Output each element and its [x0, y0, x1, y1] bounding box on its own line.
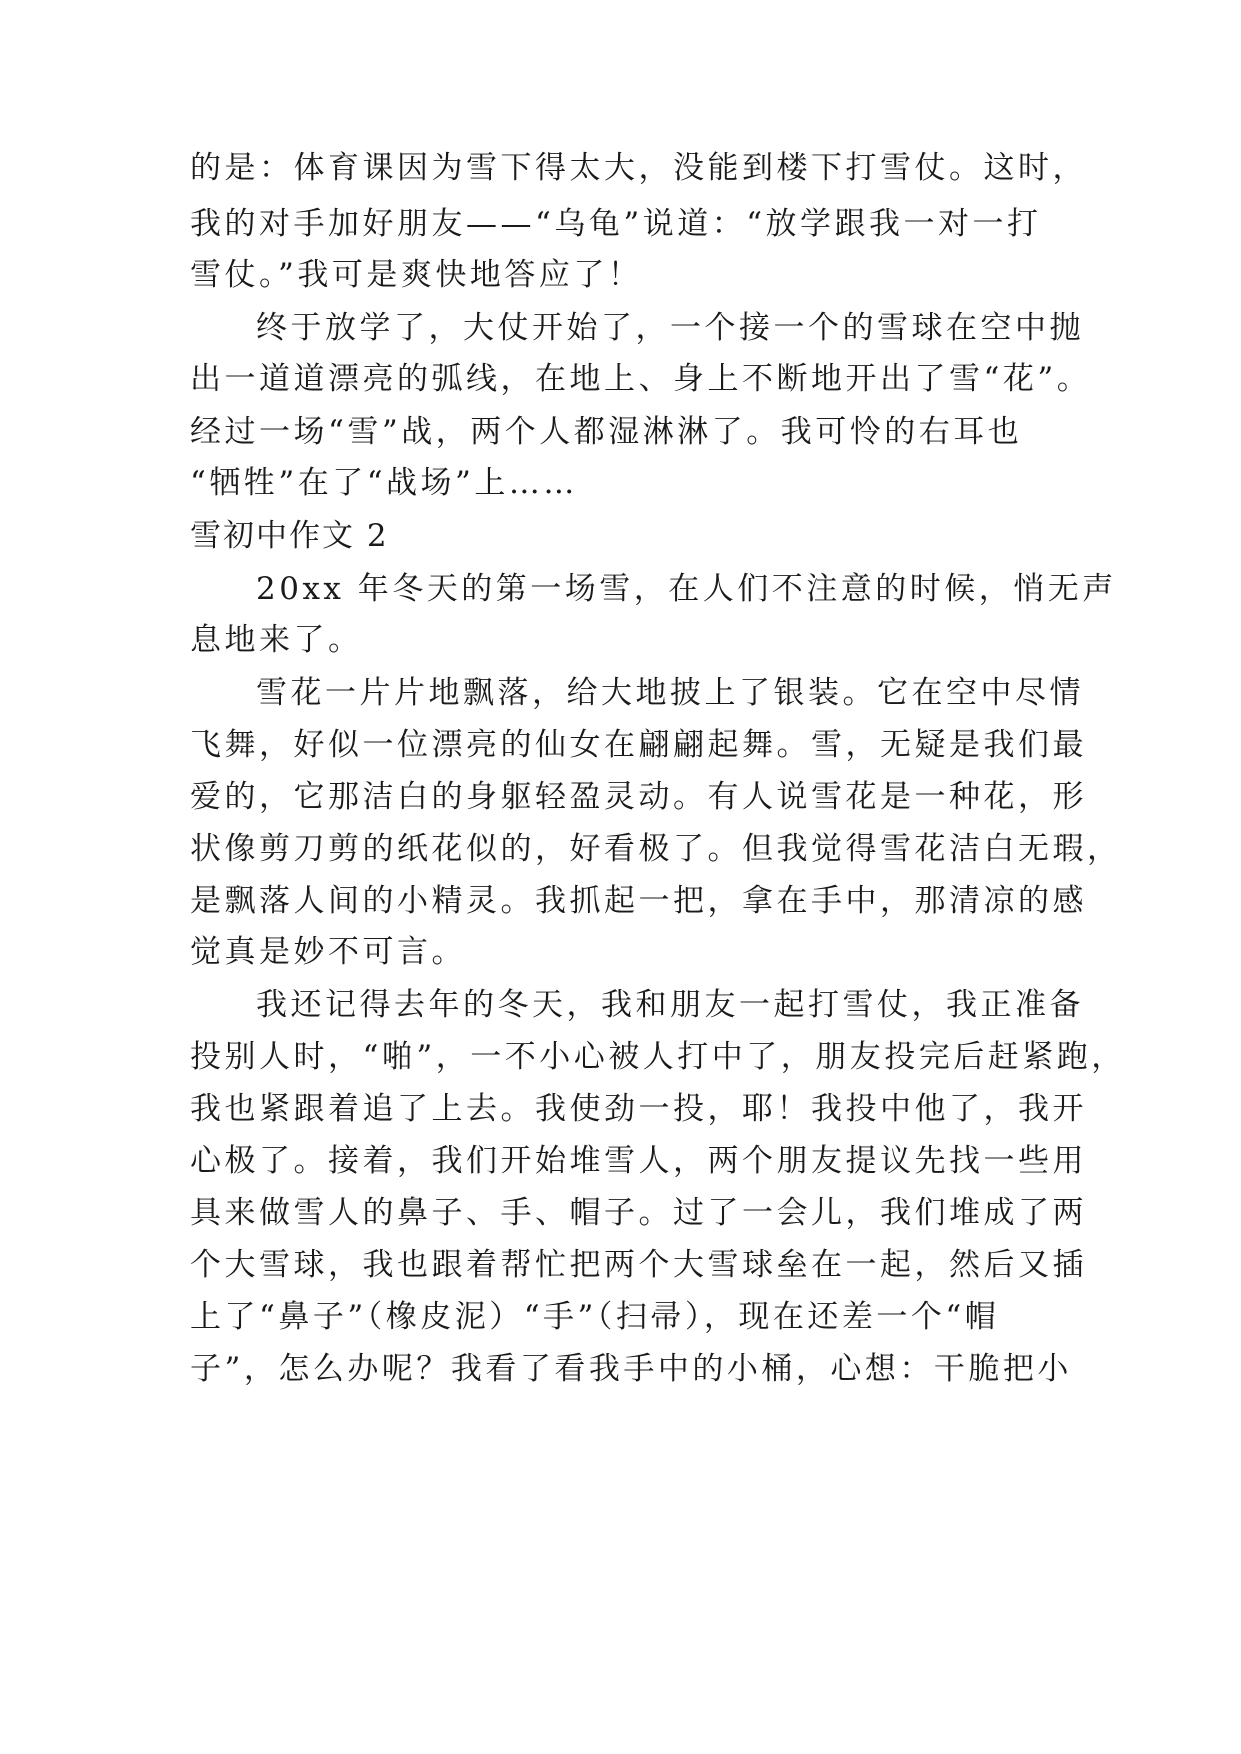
- text-line: 我也紧跟着追了上去。我使劲一投，耶！我投中他了，我开: [190, 1091, 1087, 1127]
- text-line: 的是：体育课因为雪下得太大，没能到楼下打雪仗。这时，: [190, 150, 1087, 186]
- text-line: 雪花一片片地飘落，给大地披上了银装。它在空中尽情: [256, 675, 1084, 711]
- text-line: 子”，怎么办呢？我看了看我手中的小桶，心想：干脆把小: [190, 1351, 1072, 1387]
- text-line: “牺牲”在了“战场”上……: [190, 465, 578, 501]
- text-line: 个大雪球，我也跟着帮忙把两个大雪球垒在一起，然后又插: [190, 1247, 1087, 1283]
- text-line: 息地来了。: [190, 622, 363, 658]
- text-line: 上了“鼻子”（橡皮泥）“手”（扫帚），现在还差一个“帽: [190, 1299, 1000, 1335]
- text-line: 雪仗。”我可是爽快地答应了！: [190, 257, 643, 293]
- text-line: 终于放学了，大仗开始了，一个接一个的雪球在空中抛: [256, 310, 1084, 346]
- text-line: 爱的，它那洁白的身躯轻盈灵动。有人说雪花是一种花，形: [190, 779, 1087, 815]
- text-line: 我的对手加好朋友——“乌龟”说道：“放学跟我一对一打: [190, 206, 1042, 242]
- text-line: 心极了。接着，我们开始堆雪人，两个朋友提议先找一些用: [190, 1143, 1087, 1179]
- text-line: 飞舞，好似一位漂亮的仙女在翩翩起舞。雪，无疑是我们最: [190, 727, 1087, 763]
- text-line: 我还记得去年的冬天，我和朋友一起打雪仗，我正准备: [256, 987, 1084, 1023]
- text-line: 20xx 年冬天的第一场雪，在人们不注意的时候，悄无声: [256, 571, 1117, 607]
- section-heading: 雪初中作文 2: [190, 518, 389, 554]
- text-line: 是飘落人间的小精灵。我抓起一把，拿在手中，那清凉的感: [190, 883, 1087, 919]
- text-line: 出一道道漂亮的弧线，在地上、身上不断地开出了雪“花”。: [190, 361, 1092, 397]
- text-line: 状像剪刀剪的纸花似的，好看极了。但我觉得雪花洁白无瑕，: [190, 831, 1122, 867]
- text-line: 觉真是妙不可言。: [190, 934, 466, 970]
- text-line: 具来做雪人的鼻子、手、帽子。过了一会儿，我们堆成了两: [190, 1195, 1087, 1231]
- text-line: 经过一场“雪”战，两个人都湿淋淋了。我可怜的右耳也: [190, 414, 1023, 450]
- text-line: 投别人时，“啪”，一不小心被人打中了，朋友投完后赶紧跑，: [190, 1039, 1126, 1075]
